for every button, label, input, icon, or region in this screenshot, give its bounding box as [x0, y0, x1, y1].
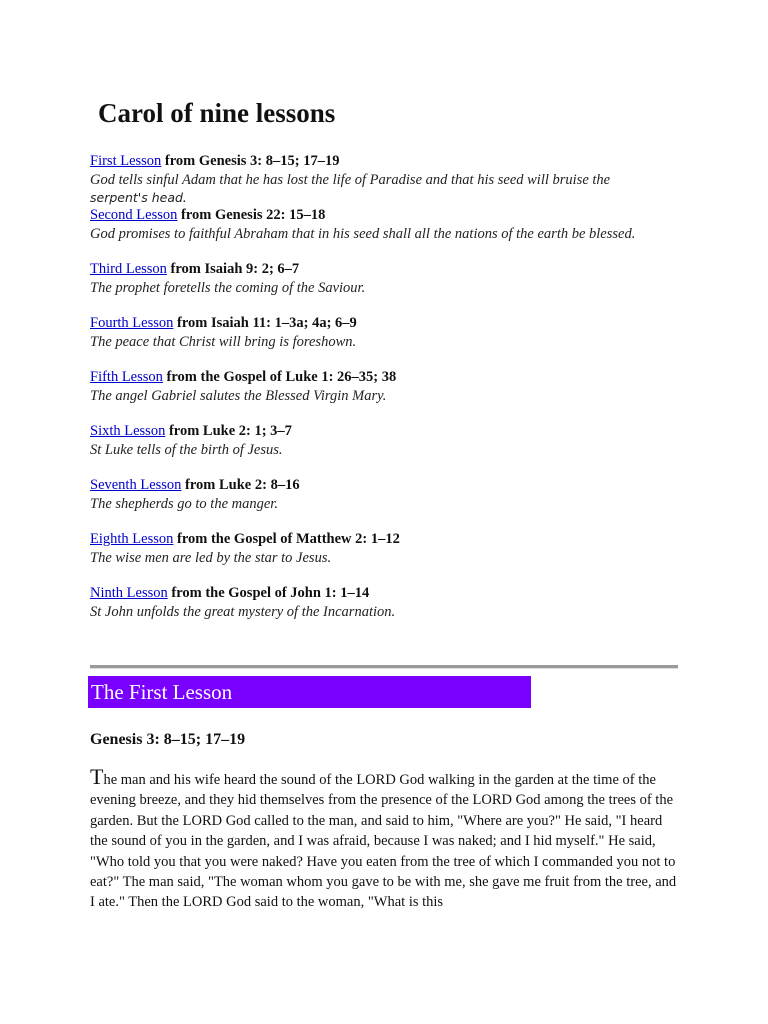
lesson-summary: St Luke tells of the birth of Jesus.	[90, 442, 283, 458]
lesson-reference: from Luke 2: 8–16	[181, 477, 300, 493]
lesson-heading	[90, 260, 710, 279]
lesson-reference: from Genesis 22: 15–18	[177, 207, 326, 223]
lesson-heading	[90, 530, 710, 549]
lesson-body-text	[90, 764, 680, 913]
lesson-heading	[90, 314, 710, 333]
lesson-link-ninth[interactable]: Ninth Lesson	[90, 585, 168, 601]
lesson-heading	[90, 368, 710, 387]
lesson-list	[90, 152, 710, 638]
lesson-reference: from Isaiah 11: 1–3a; 4a; 6–9	[173, 315, 357, 331]
summary-text: God tells sinful Adam that he has lost the life of Paradise and that his seed will bruise the	[90, 172, 611, 188]
section-title-banner: The First Lesson	[88, 676, 531, 708]
lesson-heading	[90, 422, 710, 441]
section-reference-heading: Genesis 3: 8–15; 17–19	[90, 731, 246, 748]
lesson-link-sixth[interactable]: Sixth Lesson	[90, 423, 166, 439]
lesson-summary: The wise men are led by the star to Jesus.	[90, 550, 332, 566]
lesson-heading	[90, 584, 710, 603]
list-item	[90, 260, 710, 314]
list-item	[90, 530, 710, 584]
lesson-link-eighth[interactable]: Eighth Lesson	[90, 531, 174, 547]
lesson-summary: God promises to faithful Abraham that in his seed shall all the nations of the earth be blessed.	[90, 226, 636, 242]
list-item	[90, 206, 710, 260]
lesson-reference: from the Gospel of John 1: 1–14	[167, 585, 370, 601]
lesson-heading	[90, 152, 710, 171]
lesson-reference: from Luke 2: 1; 3–7	[165, 423, 292, 439]
lesson-summary: The peace that Christ will bring is foreshown.	[90, 334, 357, 350]
lesson-reference: from the Gospel of Matthew 2: 1–12	[173, 531, 400, 547]
summary-end: .	[182, 190, 187, 206]
lesson-link-third[interactable]: Third Lesson	[90, 261, 167, 277]
lesson-link-seventh[interactable]: Seventh Lesson	[90, 477, 182, 493]
list-item	[90, 152, 710, 206]
lesson-summary	[90, 171, 710, 207]
lesson-reference: from the Gospel of Luke 1: 26–35; 38	[162, 369, 397, 385]
summary-tail: serpent's head	[90, 190, 183, 205]
lesson-summary: The angel Gabriel salutes the Blessed Virgin Mary.	[90, 388, 387, 404]
lesson-link-fourth[interactable]: Fourth Lesson	[90, 315, 174, 331]
lesson-summary: The shepherds go to the manger.	[90, 496, 278, 512]
lesson-heading	[90, 476, 710, 495]
section-divider	[90, 665, 678, 669]
list-item	[90, 584, 710, 638]
list-item	[90, 422, 710, 476]
lesson-reference: from Isaiah 9: 2; 6–7	[166, 261, 300, 277]
lesson-summary: The prophet foretells the coming of the Saviour.	[90, 280, 366, 296]
lesson-link-first[interactable]: First Lesson	[90, 153, 162, 169]
page-title: Carol of nine lessons	[98, 98, 336, 128]
list-item	[90, 314, 710, 368]
list-item	[90, 476, 710, 530]
lesson-summary: St John unfolds the great mystery of the Incarnation.	[90, 604, 396, 620]
lesson-link-second[interactable]: Second Lesson	[90, 207, 178, 223]
lesson-link-fifth[interactable]: Fifth Lesson	[90, 369, 163, 385]
list-item	[90, 368, 710, 422]
drop-cap: T	[90, 764, 104, 789]
body-paragraph: he man and his wife heard the sound of the LORD God walking in the garden at the time of the evening breeze, and they hid themselves from the presence of the LORD God among the trees of the garden. But the LORD God called to the man, and said to him, "Where are you?" He said, "I heard the sound of you in the garden, and I was afraid, because I was naked; and I hid myself." He said, "Who told you that you were naked? Have you eaten from the tree of which I commanded you not to eat?" The man said, "The woman whom you gave to be with me, she gave me fruit from the tree, and I ate." Then the LORD God said to the woman, "What is this	[90, 772, 677, 911]
lesson-heading	[90, 206, 710, 225]
lesson-reference: from Genesis 3: 8–15; 17–19	[161, 153, 340, 169]
